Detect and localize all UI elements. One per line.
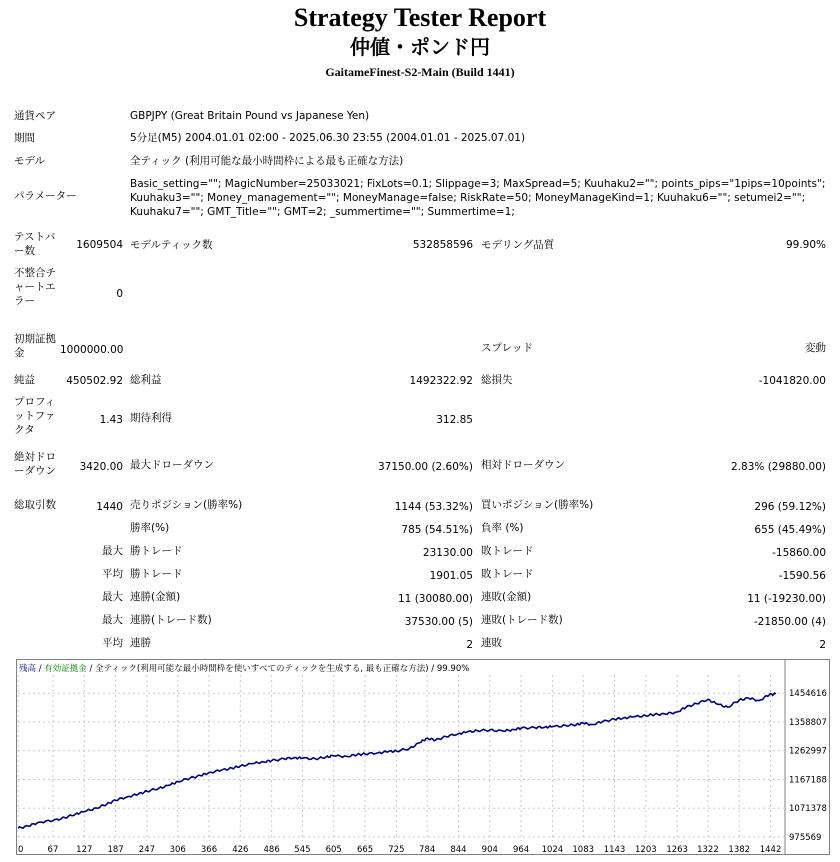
x-tick-label: 306 — [169, 845, 186, 855]
long-positions-label: 買いポジション(勝率%) — [481, 499, 594, 511]
profit-factor-value: 1.43 — [99, 414, 123, 426]
balance-chart — [16, 659, 830, 855]
x-tick-label: 904 — [481, 845, 498, 855]
avg-win-value: 1901.05 — [429, 570, 473, 582]
x-tick-label: 725 — [388, 845, 405, 855]
x-tick-label: 964 — [512, 845, 530, 855]
x-tick-label: 1382 — [728, 845, 751, 855]
gross-profit-value: 1492322.92 — [409, 375, 473, 387]
max-loss-value: -15860.00 — [772, 547, 826, 559]
params-label: パラメーター — [14, 190, 77, 202]
max-consec-loss-value: 11 (-19230.00) — [747, 593, 826, 605]
max-consec-profit-value: 37530.00 (5) — [404, 616, 473, 628]
avg-loss-value: -1590.56 — [778, 570, 826, 582]
quality-label: モデリング品質 — [481, 239, 555, 251]
model-label: モデル — [14, 155, 45, 167]
x-tick-label: 784 — [419, 845, 436, 855]
profit-factor-label: プロフィットファクタ — [14, 396, 56, 436]
gross-loss-value: -1041820.00 — [758, 375, 826, 387]
max-prefix-2: 最大 — [102, 591, 123, 603]
expected-payoff-label: 期待利得 — [130, 412, 172, 424]
x-tick-label: 1143 — [603, 845, 626, 855]
avg-consec-loss-value: 2 — [819, 639, 826, 651]
legend-quality: 99.90% — [436, 664, 470, 674]
period-value: 5分足(M5) 2004.01.01 02:00 - 2025.06.30 23:55 (2004.01.01 - 2025.07.01) — [130, 132, 526, 144]
max-drawdown-label: 最大ドローダウン — [130, 459, 214, 471]
legend-separator-1: / — [36, 664, 45, 674]
abs-drawdown-label: 絶対ドローダウン — [14, 451, 56, 477]
y-tick-label: 1167188 — [789, 775, 827, 786]
x-tick-label: 366 — [200, 845, 218, 855]
legend-balance: 残高 — [19, 664, 37, 674]
max-consec-loss-label: 連敗(金額) — [481, 591, 532, 603]
x-tick-label: 67 — [47, 845, 59, 855]
total-trades-label: 総取引数 — [14, 499, 56, 511]
x-tick-label: 0 — [18, 845, 24, 855]
server-build: GaitameFinest-S2-Main (Build 1441) — [325, 65, 515, 79]
net-profit-label: 純益 — [14, 374, 35, 386]
max-drawdown-value: 37150.00 (2.60%) — [378, 461, 473, 473]
avg-consec-win-value: 2 — [466, 639, 473, 651]
max-loss-label: 敗トレード — [481, 545, 534, 557]
loss-pct-value: 655 (45.49%) — [754, 524, 826, 536]
rel-drawdown-label: 相対ドローダウン — [481, 459, 565, 471]
win-pct-label: 勝率(%) — [130, 522, 170, 534]
legend-separator-3: / — [428, 664, 437, 674]
legend-model: 全ティック(利用可能な最小時間枠を使いすべてのティックを生成する, 最も正確な方法) — [95, 664, 429, 674]
avg-consec-loss-label: 連敗 — [481, 637, 502, 649]
deposit-value: 1000000.00 — [60, 344, 124, 356]
y-tick-label: 975569 — [789, 833, 822, 843]
avg-prefix-2: 平均 — [102, 637, 123, 649]
strategy-name: 仲値・ポンド円 — [350, 35, 490, 59]
spread-value: 変動 — [805, 342, 826, 354]
short-positions-value: 1144 (53.32%) — [394, 501, 473, 513]
quality-value: 99.90% — [785, 239, 826, 251]
ticks-value: 532858596 — [412, 239, 473, 251]
params-value: Basic_setting=""; MagicNumber=25033021; FixLots=0.1; Slippage=3; MaxSpread=5; Kuuhaku2=""; points_pips="1pips=10points"; Kuuhaku3=""; Money_management=""; MoneyManage=false; RiskRate=50; MoneyManageKind=1; Kuuhaku6=""; setumei2=""; Kuuhaku7=""; GMT_Title=""; GMT=2; _summertime=""; Summertime=1; — [130, 178, 826, 218]
y-tick-label: 1454616 — [789, 689, 827, 700]
max-win-label: 勝トレード — [130, 545, 183, 557]
gross-profit-label: 総利益 — [130, 374, 162, 386]
x-tick-label: 1322 — [697, 845, 719, 855]
max-consec-lossamt-value: -21850.00 (4) — [753, 616, 826, 628]
mismatch-value: 0 — [116, 288, 123, 300]
x-tick-label: 605 — [325, 845, 342, 855]
bars-label: テストバー数 — [14, 231, 56, 257]
x-tick-label: 247 — [138, 845, 156, 855]
max-prefix-3: 最大 — [102, 614, 123, 626]
chart-legend — [19, 663, 469, 674]
x-tick-label: 1263 — [666, 845, 688, 855]
model-value: 全ティック (利用可能な最小時間枠による最も正確な方法) — [130, 155, 404, 167]
x-tick-label: 1083 — [572, 845, 595, 855]
max-win-value: 23130.00 — [422, 547, 473, 559]
max-prefix-1: 最大 — [102, 545, 123, 557]
abs-drawdown-value: 3420.00 — [79, 461, 123, 473]
x-tick-label: 426 — [232, 845, 249, 855]
max-consec-win-value: 11 (30080.00) — [398, 593, 473, 605]
legend-separator-2: / — [86, 664, 96, 674]
loss-pct-label: 負率 (%) — [481, 522, 524, 534]
y-tick-label: 1358807 — [789, 717, 827, 728]
net-profit-value: 450502.92 — [66, 375, 123, 387]
x-tick-label: 1442 — [759, 845, 782, 855]
y-tick-label: 1071378 — [789, 804, 827, 815]
total-trades-value: 1440 — [96, 501, 123, 513]
x-tick-label: 545 — [294, 845, 311, 855]
x-tick-label: 1024 — [541, 845, 564, 855]
period-label: 期間 — [14, 132, 35, 144]
symbol-label: 通貨ペア — [14, 110, 56, 122]
rel-drawdown-value: 2.83% (29880.00) — [731, 461, 826, 473]
x-tick-label: 127 — [76, 845, 93, 855]
avg-prefix-1: 平均 — [102, 568, 123, 580]
report-title: Strategy Tester Report — [293, 3, 547, 32]
max-consec-win-label: 連勝(金額) — [130, 591, 181, 603]
ticks-label: モデルティック数 — [130, 239, 213, 251]
long-positions-value: 296 (59.12%) — [754, 501, 826, 513]
max-consec-profit-label: 連勝(トレード数) — [130, 614, 212, 626]
deposit-label: 初期証拠金 — [14, 333, 56, 359]
win-pct-value: 785 (54.51%) — [401, 524, 473, 536]
bars-value: 1609504 — [76, 239, 123, 251]
max-consec-lossamt-label: 連敗(トレード数) — [481, 614, 563, 626]
balance-chart-svg — [16, 659, 830, 855]
x-tick-label: 1203 — [635, 845, 657, 855]
spread-label: スプレッド — [481, 342, 533, 354]
avg-loss-label: 敗トレード — [481, 568, 534, 580]
short-positions-label: 売りポジション(勝率%) — [130, 499, 243, 511]
avg-win-label: 勝トレード — [130, 568, 183, 580]
x-tick-label: 486 — [263, 845, 280, 855]
expected-payoff-value: 312.85 — [436, 414, 473, 426]
y-tick-label: 1262997 — [789, 746, 827, 757]
gross-loss-label: 総損失 — [481, 374, 513, 386]
x-tick-label: 665 — [356, 845, 374, 855]
x-tick-label: 844 — [450, 845, 467, 855]
mismatch-label: 不整合チャートエラー — [14, 267, 56, 307]
legend-equity: 有効証拠金 — [44, 664, 87, 674]
symbol-value: GBPJPY (Great Britain Pound vs Japanese Yen) — [130, 110, 370, 122]
x-tick-label: 187 — [107, 845, 124, 855]
avg-consec-win-label: 連勝 — [130, 637, 151, 649]
